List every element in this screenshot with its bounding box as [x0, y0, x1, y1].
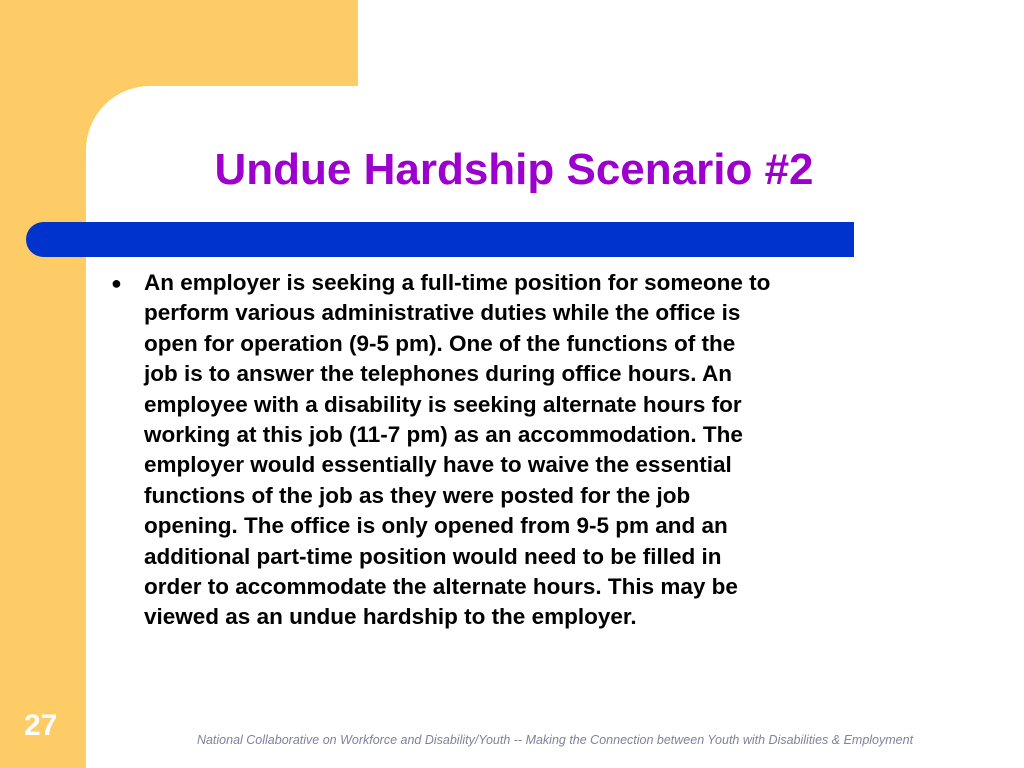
body-line: working at this job (11-7 pm) as an accommodation. The	[144, 422, 743, 448]
body-line: additional part-time position would need to be filled in	[144, 543, 722, 569]
body-line: opening. The office is only opened from 9-5 pm and an	[144, 513, 728, 539]
body-line: functions of the job as they were posted for the job	[144, 482, 691, 508]
body-line: employer would essentially have to waive the essential	[144, 452, 732, 478]
body-line: viewed as an undue hardship to the employer.	[144, 604, 637, 630]
slide-number: 27	[24, 709, 58, 742]
slide-title: Undue Hardship Scenario #2	[214, 145, 814, 194]
bullet-list	[108, 268, 938, 633]
body-line: open for operation (9-5 pm). One of the functions of the	[144, 330, 736, 356]
bullet-item	[108, 268, 938, 633]
body-line: job is to answer the telephones during office hours. An	[144, 361, 732, 387]
body-line: employee with a disability is seeking alternate hours for	[144, 391, 742, 417]
body-line: perform various administrative duties while the office is	[144, 300, 741, 326]
footer-text: National Collaborative on Workforce and Disability/Youth -- Making the Connection between Youth with Disabilities & Employment	[196, 733, 914, 747]
title-underline-bar	[26, 222, 854, 257]
body-line: An employer is seeking a full-time position for someone to	[144, 270, 771, 295]
bullet-icon: ●	[111, 273, 122, 293]
body-line: order to accommodate the alternate hours. This may be	[144, 574, 738, 600]
top-white-strip	[358, 0, 1024, 86]
